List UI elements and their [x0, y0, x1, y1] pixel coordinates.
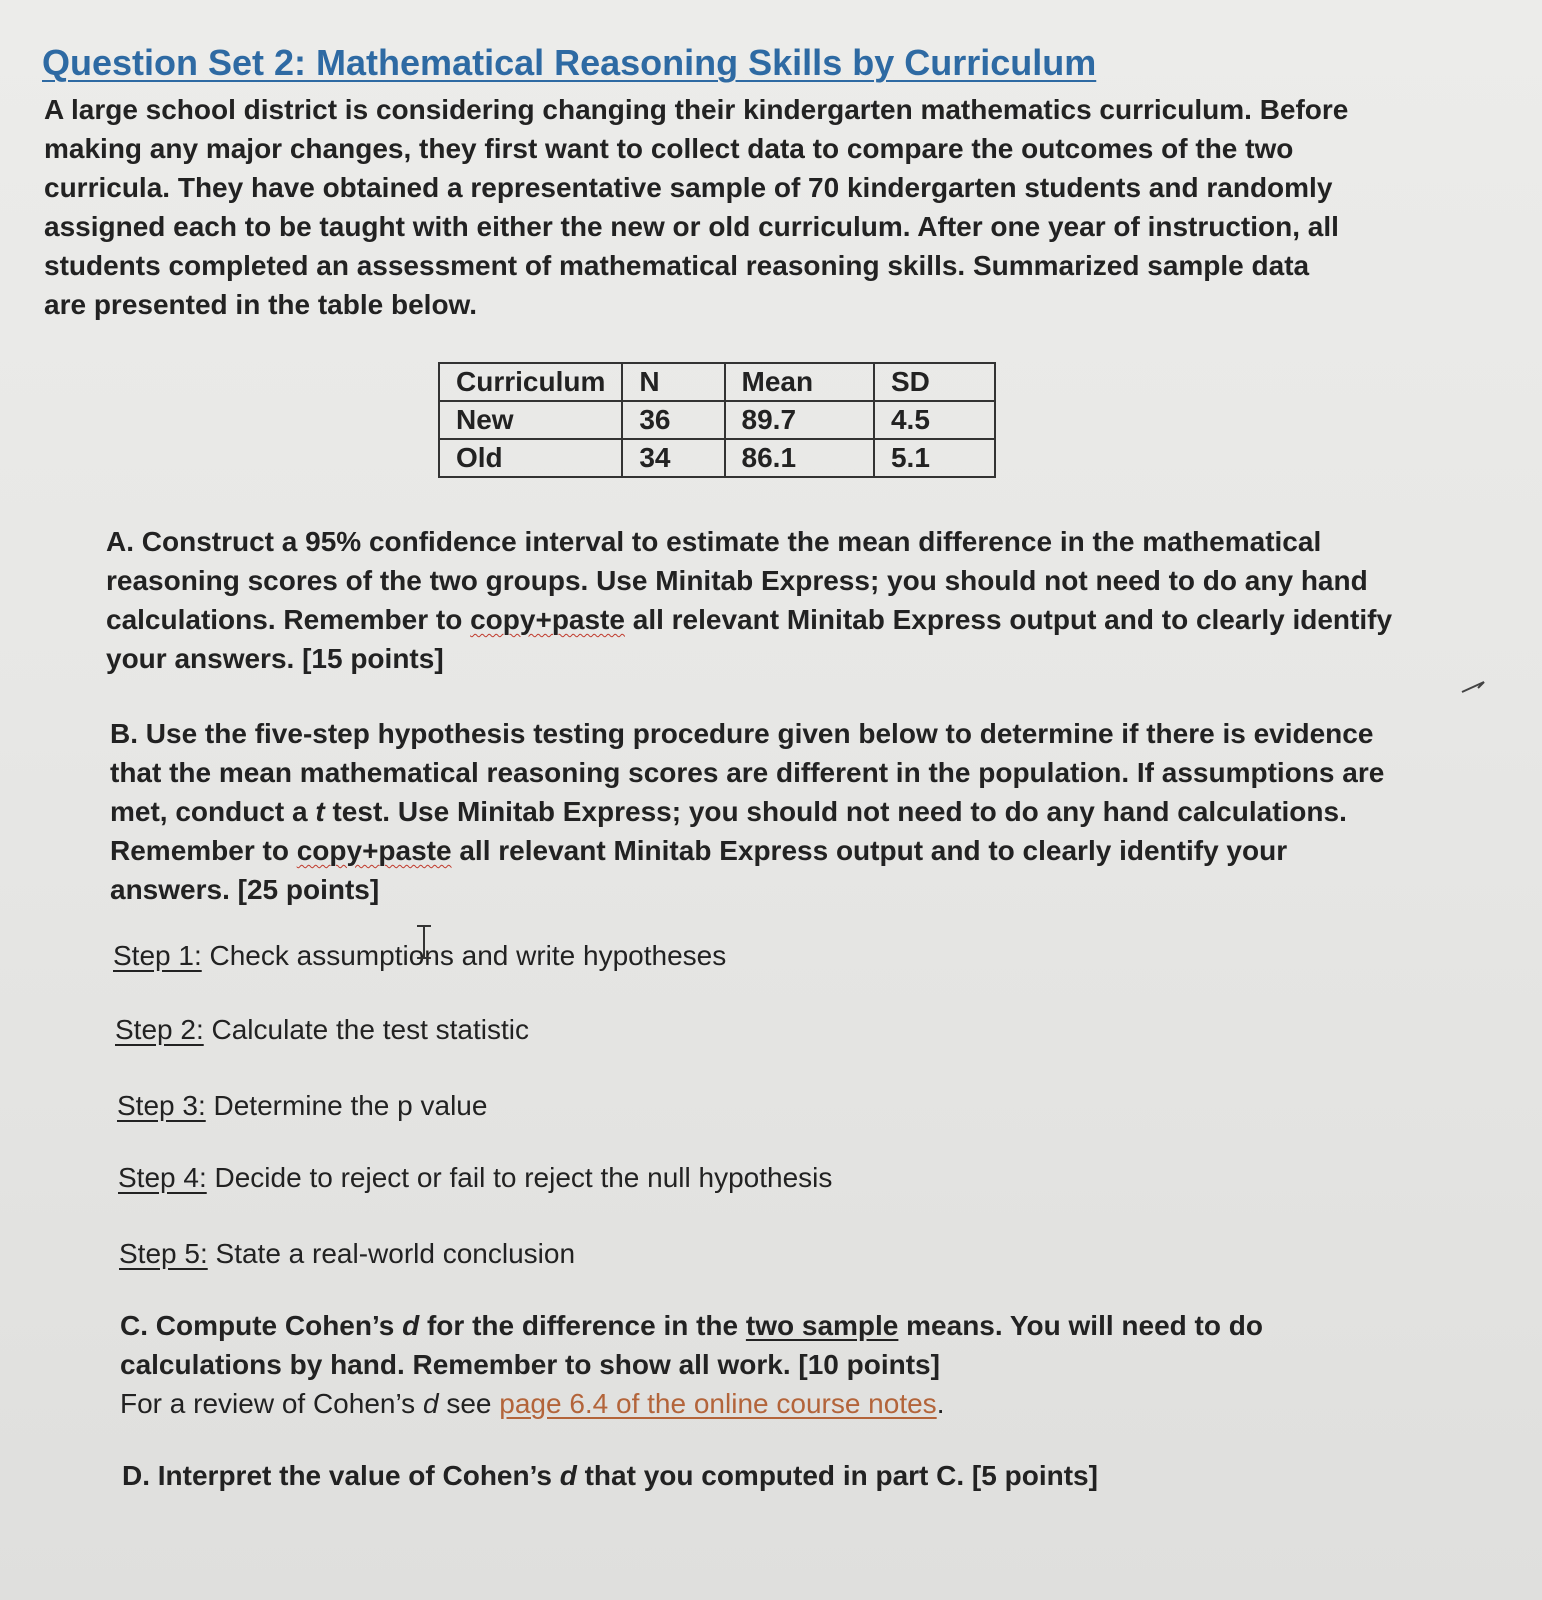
header-n: N — [622, 363, 724, 401]
question-c-text: C. Compute Cohen’s — [120, 1310, 403, 1341]
header-mean: Mean — [725, 363, 874, 401]
cohens-d-note — [120, 1384, 1320, 1423]
d-variable: d — [422, 1388, 439, 1419]
spellcheck-flag: copy+paste — [296, 835, 452, 866]
step-5 — [119, 1238, 575, 1270]
step-label: Step 1: — [113, 940, 202, 971]
step-text: Determine the p value — [213, 1090, 488, 1121]
step-text: State a real-world conclusion — [215, 1238, 576, 1269]
question-a — [106, 522, 1406, 678]
cell-n: 36 — [622, 401, 724, 439]
question-b-text: B. Use the five-step hypothesis testing procedure given below to determine if there is evidence that the mean mathematical reasoning scores are different in the population. If assumptions are met, conduct a — [110, 718, 1385, 827]
step-text: Calculate the test statistic — [211, 1014, 529, 1045]
note-see: see — [438, 1388, 500, 1419]
pen-mark-icon — [1460, 680, 1486, 694]
page-title: Question Set 2: Mathematical Reasoning Skills by Curriculum — [42, 42, 1097, 83]
cell-sd: 5.1 — [874, 439, 995, 477]
spellcheck-flag: copy+paste — [470, 604, 625, 635]
question-c-text-end: means. You will need to do calculations by hand. Remember to show all work. [10 points] — [120, 1310, 1263, 1380]
step-2 — [115, 1014, 529, 1046]
table-header-row — [439, 363, 995, 401]
note-period: . — [936, 1388, 945, 1419]
t-variable: t — [315, 796, 325, 827]
step-label: Step 2: — [115, 1014, 204, 1045]
cell-n: 34 — [622, 439, 724, 477]
question-c — [120, 1306, 1320, 1423]
note-text: For a review of Cohen’s — [120, 1388, 423, 1419]
cell-sd: 4.5 — [874, 401, 995, 439]
question-a-text-end: all relevant Minitab Express output and to clearly identify your answers. [15 points] — [106, 604, 1393, 674]
question-b-text-end: all relevant Minitab Express output and to clearly identify your answers. [25 points] — [110, 835, 1288, 905]
d-variable: d — [559, 1460, 577, 1491]
question-d-text-end: that you computed in part C. [5 points] — [576, 1460, 1098, 1491]
table-row — [439, 401, 995, 439]
question-b-text-middle: test. Use Minitab Express; you should not need to do any hand calculations. Remember to — [110, 796, 1347, 866]
step-label: Step 5: — [119, 1238, 208, 1269]
step-4 — [118, 1162, 832, 1194]
text-cursor-icon — [413, 924, 435, 960]
step-text: Check assumptions and write hypotheses — [209, 940, 727, 971]
course-notes-link[interactable]: page 6.4 of the online course notes — [499, 1388, 937, 1419]
intro-paragraph: A large school district is considering changing their kindergarten mathematics curriculum. Before making any major changes, they first want to collect data to compare the outcomes of the two curricula. They have obtained a representative sample of 70 kindergarten students and randomly assigned each to be taught with either the new or old curriculum. After one year of instruction, all students completed an assessment of mathematical reasoning skills. Summarized sample data are presented in the table below. — [44, 94, 1349, 320]
step-label: Step 4: — [118, 1162, 207, 1193]
header-sd: SD — [874, 363, 995, 401]
cell-mean: 86.1 — [725, 439, 874, 477]
cell-curriculum: Old — [439, 439, 622, 477]
table-row — [439, 439, 995, 477]
grammar-flag: two sample — [745, 1310, 899, 1341]
sample-data-table — [438, 362, 996, 478]
step-text: Decide to reject or fail to reject the null hypothesis — [214, 1162, 833, 1193]
step-label: Step 3: — [117, 1090, 206, 1121]
header-curriculum: Curriculum — [439, 363, 622, 401]
question-d-text: D. Interpret the value of Cohen’s — [122, 1460, 560, 1491]
step-3 — [117, 1090, 487, 1122]
question-b — [110, 714, 1410, 909]
d-variable: d — [402, 1310, 420, 1341]
question-d — [122, 1456, 1322, 1495]
question-a-text: A. Construct a 95% confidence interval to estimate the mean difference in the mathematical reasoning scores of the two groups. Use Minitab Express; you should not need to do any hand calculations. Remember to — [106, 526, 1368, 635]
question-c-text-middle: for the difference in the — [419, 1310, 746, 1341]
cell-curriculum: New — [439, 401, 622, 439]
cell-mean: 89.7 — [725, 401, 874, 439]
